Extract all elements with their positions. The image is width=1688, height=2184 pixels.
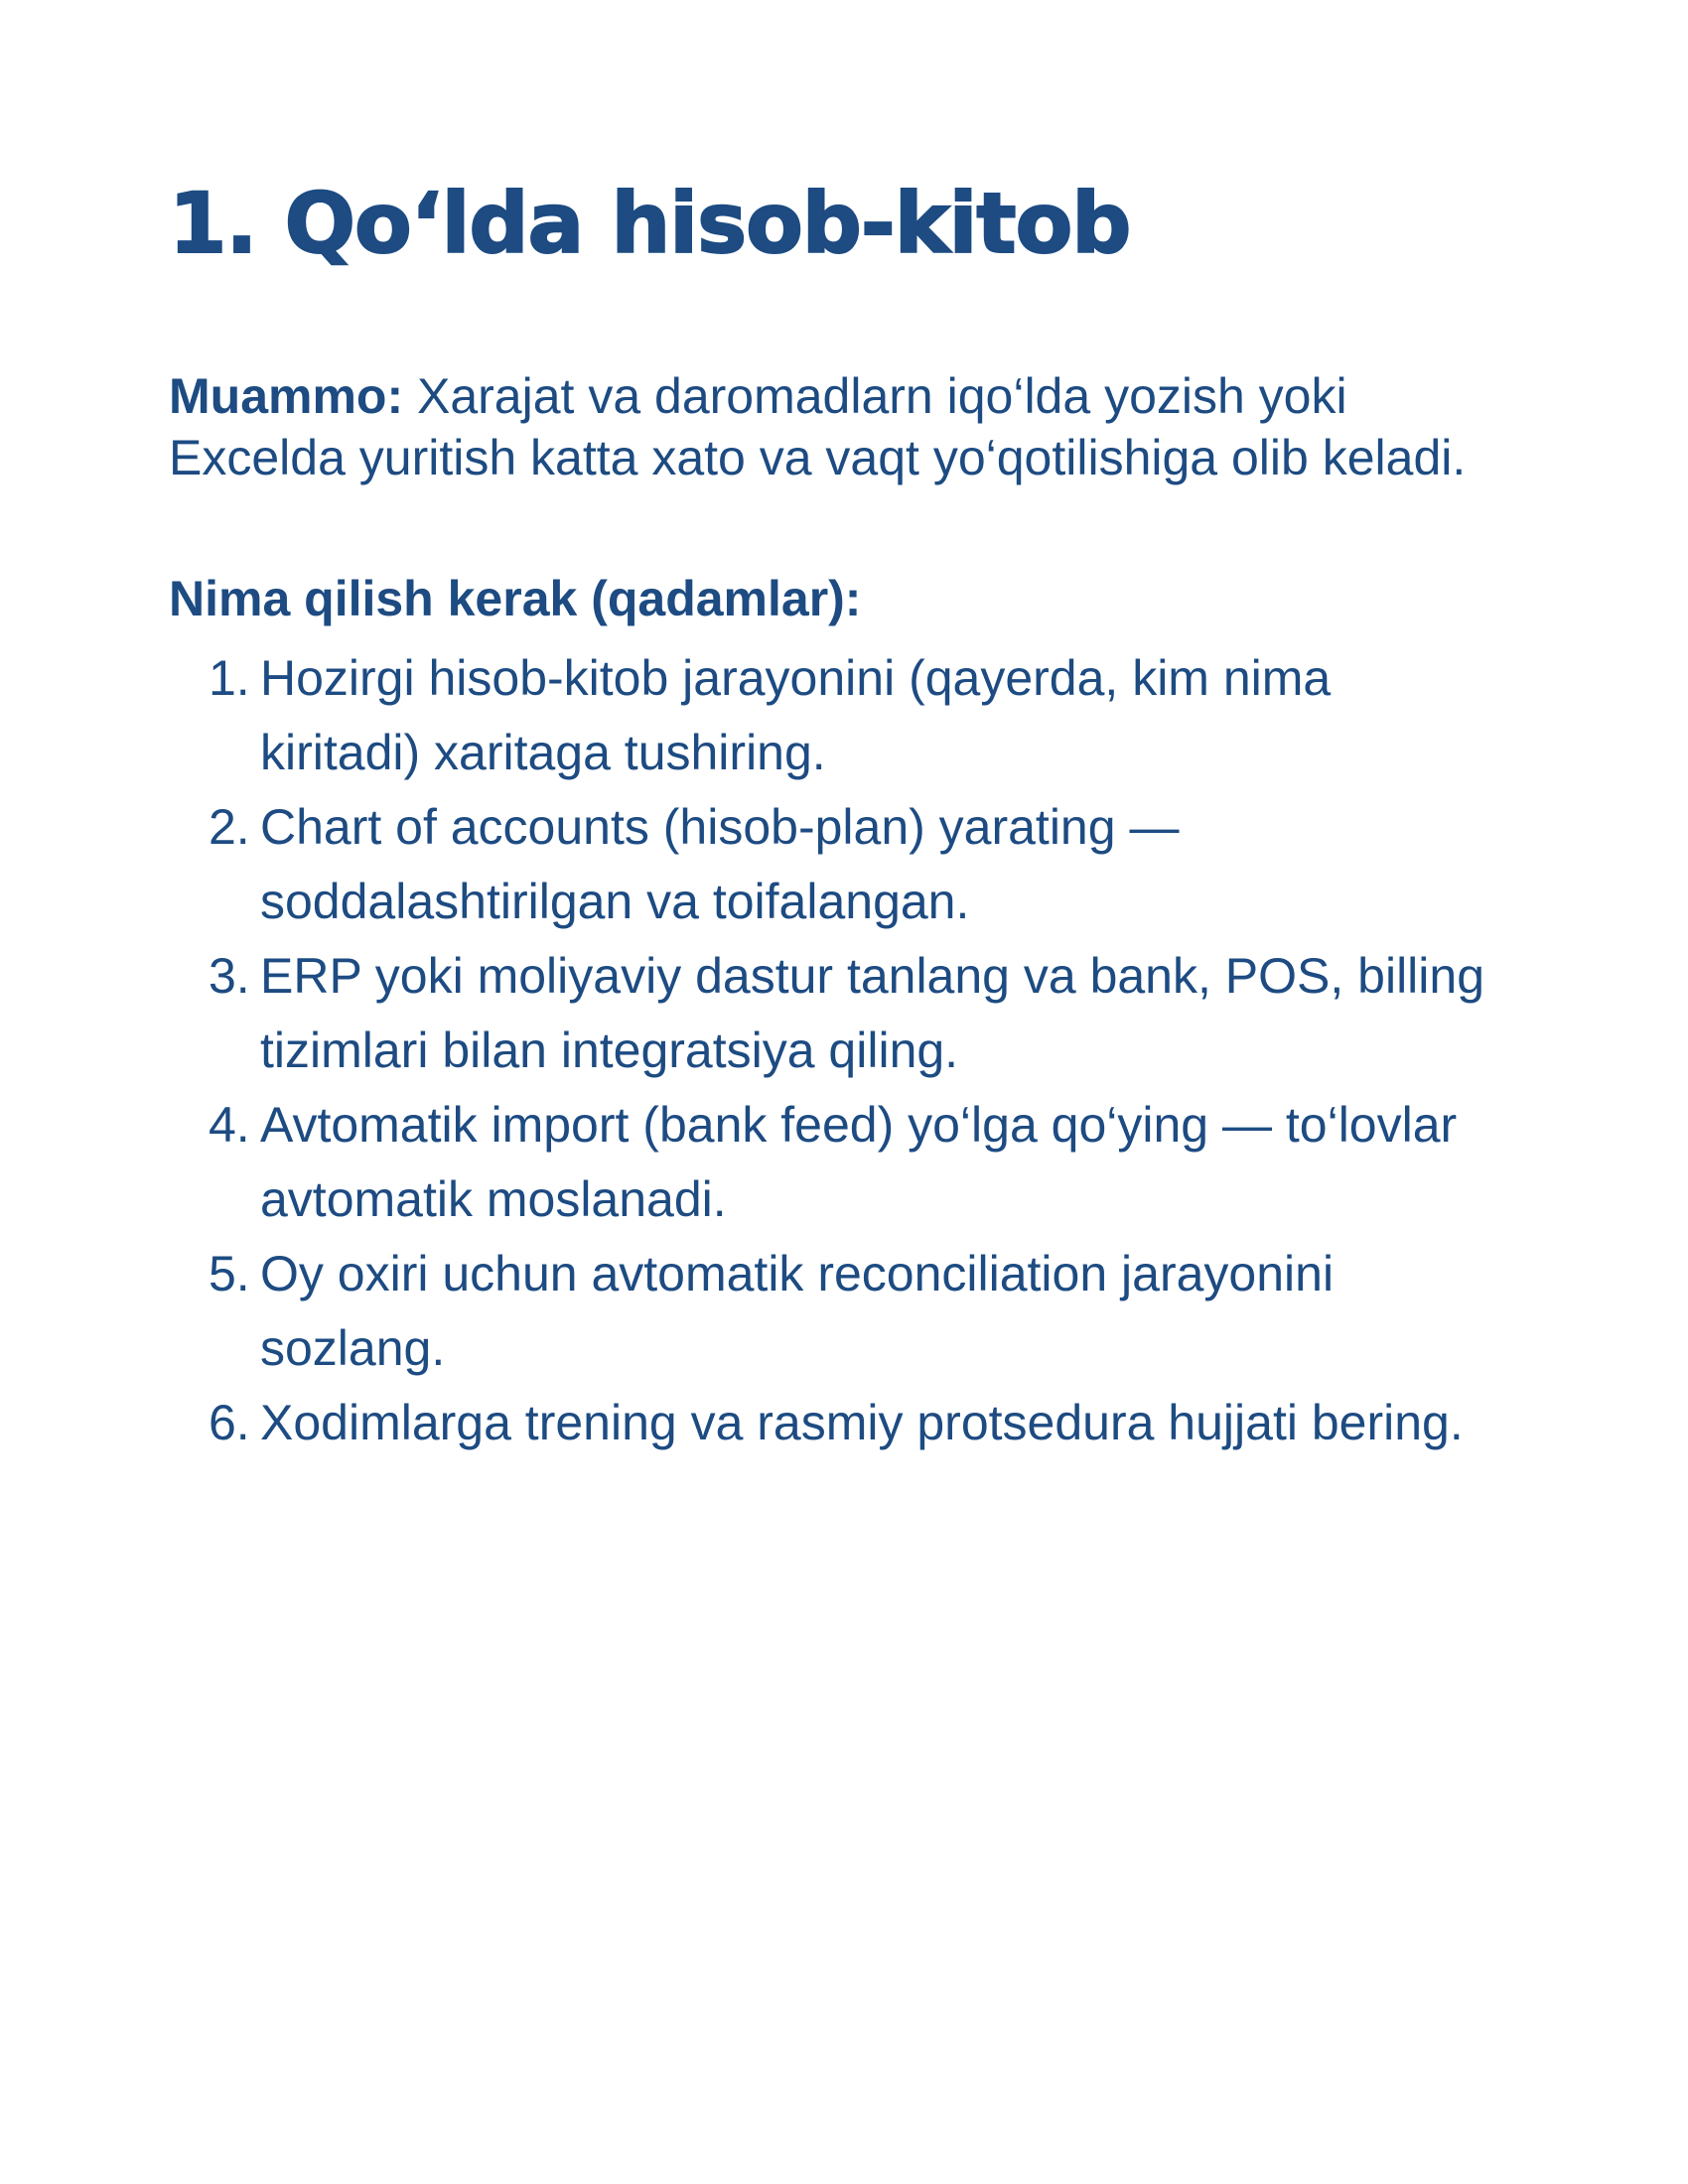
problem-paragraph: [169, 365, 1489, 488]
step-text: Xodimlarga trening va rasmiy protsedura hujjati bering.: [260, 1395, 1464, 1450]
step-text: ERP yoki moliyaviy dastur tanlang va bank, POS, billing tizimlari bilan integratsiya qiling.: [260, 948, 1485, 1078]
list-item: [169, 641, 1489, 790]
steps-list: [169, 641, 1489, 1460]
step-number: 6.: [209, 1395, 250, 1450]
step-number: 4.: [209, 1097, 250, 1153]
list-item: [169, 1088, 1489, 1237]
document-page: [169, 169, 1489, 1460]
list-item: [169, 790, 1489, 939]
problem-label: Muammo:: [169, 368, 404, 424]
step-text: Chart of accounts (hisob-plan) yarating — soddalashtirilgan va toifalangan.: [260, 799, 1180, 929]
problem-text: Xarajat va daromadlarn iqo‘lda yozish yoki Excelda yuritish katta xato va vaqt yo‘qotilishiga olib keladi.: [169, 368, 1467, 485]
step-text: Hozirgi hisob-kitob jarayonini (qayerda, kim nima kiritadi) xaritaga tushiring.: [260, 650, 1332, 780]
page-title: 1. Qo‘lda hisob-kitob: [169, 175, 1131, 272]
step-number: 1.: [209, 650, 250, 706]
step-number: 2.: [209, 799, 250, 855]
list-item: [169, 1237, 1489, 1386]
list-item: [169, 1386, 1489, 1460]
step-number: 3.: [209, 948, 250, 1004]
step-text: Avtomatik import (bank feed) yo‘lga qo‘ying — to‘lovlar avtomatik moslanadi.: [260, 1097, 1458, 1227]
step-number: 5.: [209, 1246, 250, 1301]
step-text: Oy oxiri uchun avtomatik reconciliation jarayonini sozlang.: [260, 1246, 1335, 1376]
list-item: [169, 939, 1489, 1088]
steps-heading: Nima qilish kerak (qadamlar):: [169, 571, 862, 626]
